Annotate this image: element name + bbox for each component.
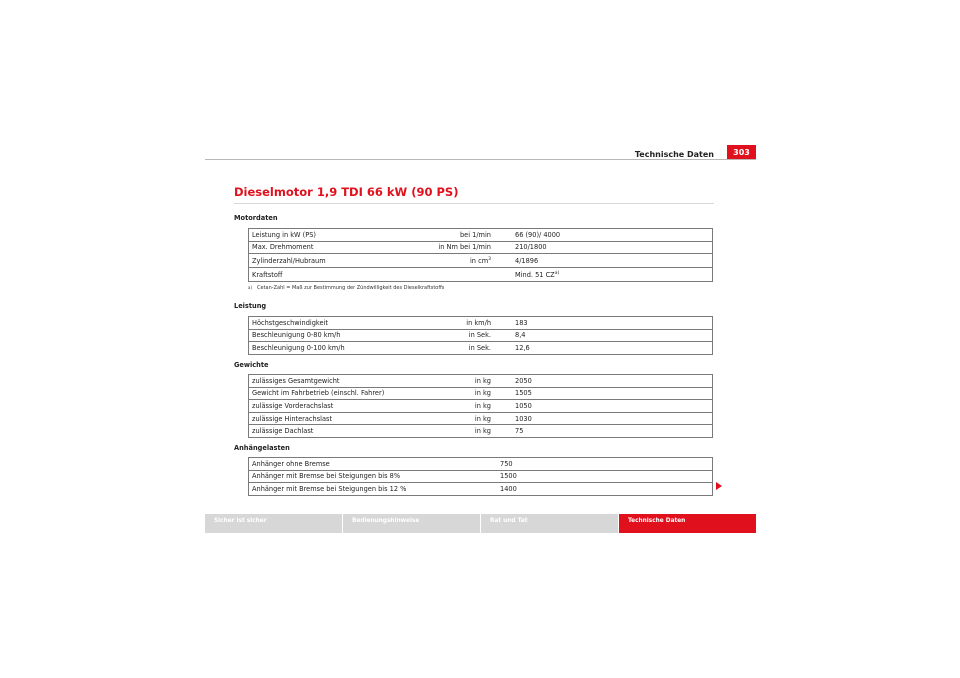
header-divider [205, 159, 756, 160]
row-label: zulässige Dachlast [249, 425, 416, 438]
running-title: Technische Daten [634, 150, 714, 159]
footnote-text: Cetan-Zahl = Maß zur Bestimmung der Zündwilligkeit des Dieselkraftstoffs [257, 285, 445, 291]
row-value: 210/1800 [503, 241, 713, 254]
table-row [249, 387, 713, 400]
row-label: Anhänger mit Bremse bei Steigungen bis 8% [249, 470, 489, 483]
section-heading-motordaten: Motordaten [234, 214, 278, 222]
row-unit: in kg [415, 412, 503, 425]
row-label: Anhänger ohne Bremse [249, 458, 489, 471]
row-unit: in kg [415, 375, 503, 388]
row-value: 8,4 [503, 329, 713, 342]
row-label: Leistung in kW (PS) [249, 229, 416, 242]
tab-sicher-ist-sicher[interactable]: Sicher ist sicher [205, 514, 343, 533]
table-row [249, 229, 713, 242]
row-label: zulässige Hinterachslast [249, 412, 416, 425]
row-value-cell [503, 268, 713, 282]
table-row [249, 268, 713, 282]
footnote-mark: a) [248, 285, 253, 290]
row-unit: in kg [415, 400, 503, 413]
section-heading-leistung: Leistung [234, 302, 267, 310]
row-label: Gewicht im Fahrbetrieb (einschl. Fahrer) [249, 387, 416, 400]
table-row [249, 412, 713, 425]
row-value: 12,6 [503, 342, 713, 355]
row-value: 1030 [503, 412, 713, 425]
row-value: 1500 [488, 470, 713, 483]
footnote [248, 285, 444, 291]
row-unit: in cm [469, 256, 489, 265]
row-value: 66 (90)/ 4000 [503, 229, 713, 242]
table-row [249, 483, 713, 496]
table-row [249, 329, 713, 342]
motordaten-table [248, 228, 713, 282]
row-unit: bei 1/min [415, 229, 503, 242]
tab-bedienungshinweise[interactable]: Bedienungshinweise [343, 514, 481, 533]
table-row [249, 241, 713, 254]
table-row [249, 317, 713, 330]
row-unit [415, 268, 503, 282]
row-value: 75 [503, 425, 713, 438]
footnote-reference: a) [554, 270, 560, 276]
leistung-table [248, 316, 713, 355]
tab-rat-und-tat[interactable]: Rat und Tat [481, 514, 619, 533]
row-label: Anhänger mit Bremse bei Steigungen bis 12 % [249, 483, 489, 496]
row-value: 4/1896 [503, 254, 713, 268]
row-unit-cell [415, 254, 503, 268]
row-value: 2050 [503, 375, 713, 388]
row-unit: in kg [415, 387, 503, 400]
row-value: 1050 [503, 400, 713, 413]
title-divider [234, 203, 714, 204]
row-value: 1400 [488, 483, 713, 496]
row-unit: in Sek. [415, 329, 503, 342]
row-unit: in km/h [415, 317, 503, 330]
footer-nav [205, 514, 756, 533]
row-label: Kraftstoff [249, 268, 416, 282]
table-row [249, 400, 713, 413]
row-value: 1505 [503, 387, 713, 400]
row-value: 750 [488, 458, 713, 471]
row-unit: in Sek. [415, 342, 503, 355]
row-label: Max. Drehmoment [249, 241, 416, 254]
row-label: zulässige Vorderachslast [249, 400, 416, 413]
anhaengelasten-table [248, 457, 713, 496]
row-value: 183 [503, 317, 713, 330]
row-label: Beschleunigung 0-80 km/h [249, 329, 416, 342]
triangle-right-icon[interactable] [716, 482, 722, 490]
table-row [249, 342, 713, 355]
table-row [249, 375, 713, 388]
table-row [249, 470, 713, 483]
row-label: Beschleunigung 0-100 km/h [249, 342, 416, 355]
row-unit: in kg [415, 425, 503, 438]
section-heading-gewichte: Gewichte [234, 361, 269, 369]
row-label: zulässiges Gesamtgewicht [249, 375, 416, 388]
row-label: Zylinderzahl/Hubraum [249, 254, 416, 268]
table-row [249, 458, 713, 471]
table-row [249, 254, 713, 268]
page-title: Dieselmotor 1,9 TDI 66 kW (90 PS) [234, 185, 459, 199]
section-heading-anhaengelasten: Anhängelasten [234, 444, 290, 452]
table-row [249, 425, 713, 438]
page-number: 303 [727, 145, 756, 160]
unit-superscript: 3 [488, 256, 491, 262]
row-unit: in Nm bei 1/min [415, 241, 503, 254]
gewichte-table [248, 374, 713, 438]
tab-technische-daten[interactable]: Technische Daten [619, 514, 756, 533]
row-value: Mind. 51 CZ [515, 270, 555, 279]
row-label: Höchstgeschwindigkeit [249, 317, 416, 330]
